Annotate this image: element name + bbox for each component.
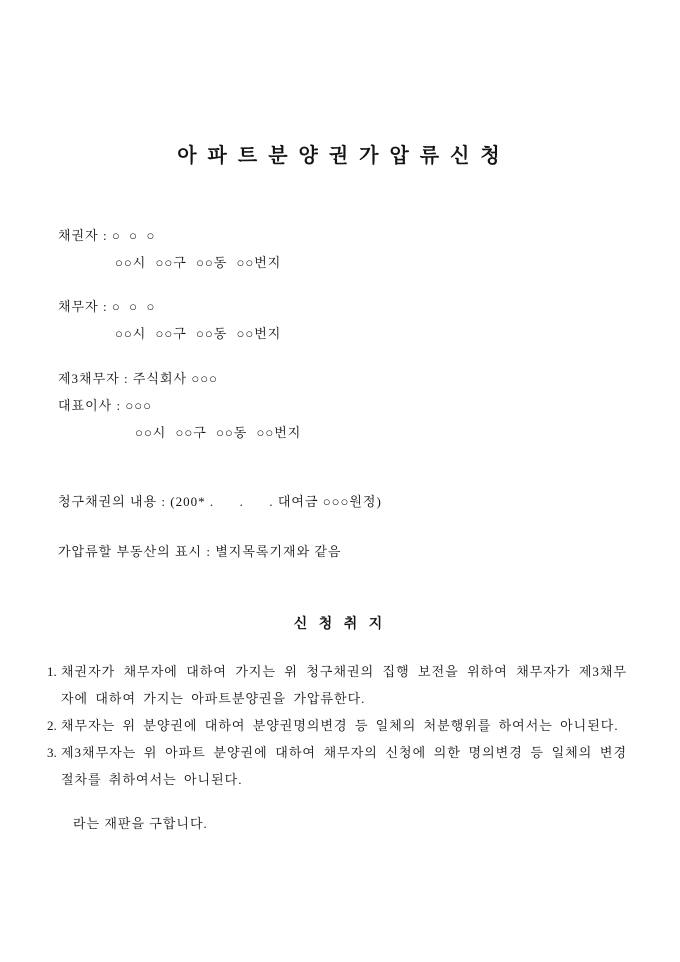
claim-line [58,488,640,515]
separator: : [157,494,171,509]
closing-statement: 라는 재판을 구합니다. [73,816,208,831]
third-debtor-name-placeholder: 주식회사 ○○○ [132,371,218,386]
item-number: 3. [47,745,57,760]
item-text: 제3채무자는 위 아파트 분양권에 대하여 채무자의 신청에 의한 명의변경 등 일체의 변경절차를 취하여서는 아니된다. [61,745,627,787]
item-number: 2. [47,718,57,733]
list-item [47,658,627,712]
debtor-label: 채무자 [58,299,99,314]
purpose-heading: 신 청 취 지 [293,617,387,632]
separator: : [112,398,126,413]
item-number: 1. [47,664,57,679]
debtor-line [58,293,627,320]
third-debtor-line [58,365,627,392]
debtor-section [58,293,627,347]
creditor-label: 채권자 [58,228,99,243]
third-debtor-section [58,365,627,446]
creditor-name-placeholder: ○ ○ ○ [111,228,156,243]
creditor-address: ○○시 ○○구 ○○동 ○○번지 [115,255,282,270]
separator: : [119,371,133,386]
document-title: 아 파 트 분 양 권 가 압 류 신 청 [177,145,503,167]
debtor-name-placeholder: ○ ○ ○ [111,299,156,314]
third-debtor-label: 제3채무자 [58,371,120,386]
list-item [47,739,627,793]
creditor-line [58,222,627,249]
representative-name-placeholder: ○○○ [125,398,152,413]
property-line [58,538,640,565]
claim-value: (200* . . . 대여금 ○○○원정) [170,494,382,509]
debtor-address: ○○시 ○○구 ○○동 ○○번지 [115,326,282,341]
separator: : [98,299,112,314]
purpose-items-list [47,658,627,793]
third-debtor-address: ○○시 ○○구 ○○동 ○○번지 [135,425,302,440]
property-value: 별지목록기재와 같음 [215,544,342,559]
claim-label: 청구채권의 내용 [58,494,158,509]
list-item [47,712,627,739]
item-text: 채권자가 채무자에 대하여 가지는 위 청구채권의 집행 보전을 위하여 채무자가 제3채무자에 대하여 가지는 아파트분양권을 가압류한다. [61,664,627,706]
property-label: 가압류할 부동산의 표시 [58,544,203,559]
separator: : [98,228,112,243]
representative-label: 대표이사 [58,398,113,413]
separator: : [202,544,216,559]
representative-line [58,392,627,419]
item-text: 채무자는 위 분양권에 대하여 분양권명의변경 등 일체의 처분행위를 하여서는 아니된다. [61,718,619,733]
creditor-section [58,222,627,276]
